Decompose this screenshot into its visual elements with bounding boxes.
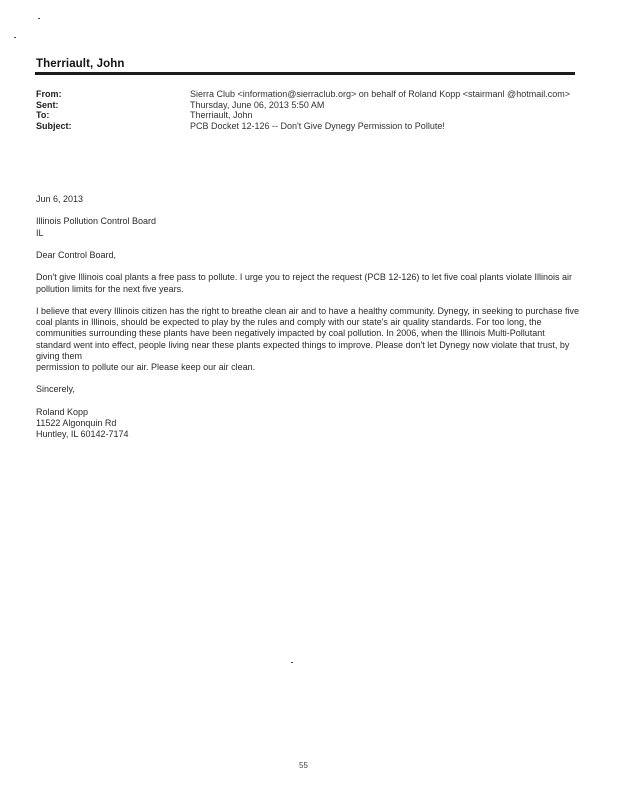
header-row-to [36,110,576,121]
sent-value: Thursday, June 06, 2013 5:50 AM [190,99,325,110]
header-row-subject [36,121,576,132]
to-value: Therriault, John [190,110,253,121]
header-row-from [36,89,576,100]
page-number: 55 [299,761,308,770]
salutation: Dear Control Board, [36,249,117,260]
email-header-block [36,89,576,131]
closing: Sincerely, [36,384,75,395]
from-label: From: [36,89,62,99]
signature-block [36,407,581,441]
from-value: Sierra Club <information@sierraclub.org> on behalf of Roland Kopp <stairmanl @hotmail.com> [190,89,570,99]
subject-label: Subject: [36,120,72,131]
signature-name: Roland Kopp [36,406,89,417]
recipient-name: Illinois Pollution Control Board [36,216,157,227]
to-label: To: [36,110,50,121]
sent-label: Sent: [36,99,59,110]
paragraph-argument [36,306,581,373]
paragraph-argument-main: I believe that every Illinois citizen has the right to breathe clean air and to have a healthy community. Dynegy, in seeking to purchase five coal plants in Illinois, should be expected to play by the rules and comply with our state's air quality standards. For too long, the communities surrounding these plants have been negatively impacted by coal pollution. In 2006, when the Illinois Multi-Pollutant standard went into effect, people living near these plants expected things to improve. Please don't let Dynegy now violate that trust, by giving them [36,305,579,361]
mailbox-owner-name: Therriault, John [36,58,125,70]
email-body [36,194,581,440]
header-row-sent [36,100,576,111]
scan-speck [291,662,293,663]
letter-date: Jun 6, 2013 [36,194,84,204]
paragraph-request: Don't give Illinois coal plants a free pass to pollute. I urge you to reject the request (PCB 12-126) to let five coal plants violate Illinois air pollution limits for the next five years. [36,272,573,294]
recipient-address [36,216,581,238]
header-divider [35,72,575,75]
scan-speck [14,37,16,38]
signature-city: Huntley, IL 60142-7174 [36,429,129,440]
signature-street: 11522 Algonquin Rd [36,417,117,428]
paragraph-argument-end: permission to pollute our air. Please keep our air clean. [36,361,256,372]
scan-speck [38,18,40,19]
subject-value: PCB Docket 12-126 -- Don't Give Dynegy Permission to Pollute! [190,120,445,131]
recipient-state: IL [36,227,44,238]
